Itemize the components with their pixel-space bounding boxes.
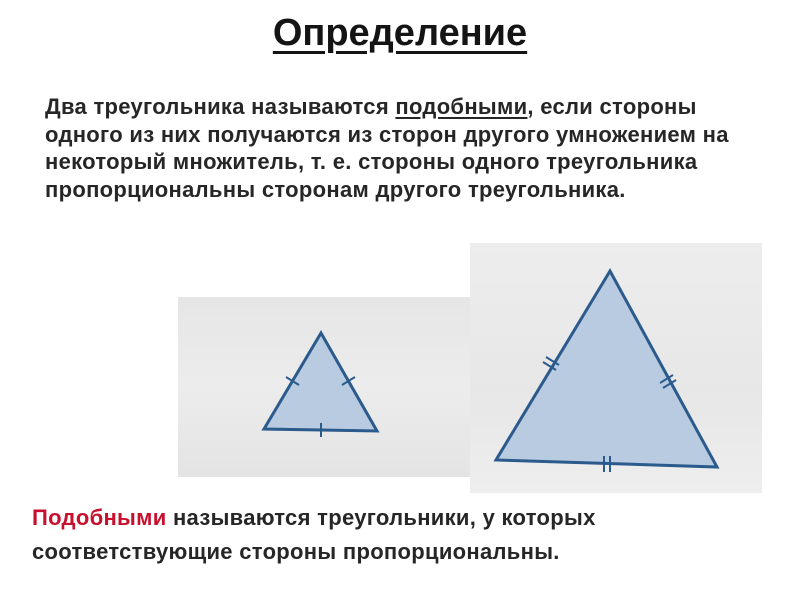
definition-prefix: Два треугольника называются — [45, 94, 396, 119]
conclusion-text — [32, 501, 772, 569]
definition-text — [45, 93, 765, 203]
slide-title: Определение — [272, 12, 528, 54]
definition-rest: , если стороны одного из них получаются из сторон другого умножением на некоторый множитель, т. е. стороны одного треугольника пропорциональны сторонам другого треугольника. — [45, 94, 729, 202]
definition-term: подобными — [395, 94, 528, 119]
conclusion-accent: Подобными — [32, 505, 167, 530]
scanned-image-left — [178, 297, 470, 477]
conclusion-rest: называются треугольники, у которых соответствующие стороны пропорциональны. — [32, 505, 596, 564]
scanned-image-right — [470, 243, 762, 493]
